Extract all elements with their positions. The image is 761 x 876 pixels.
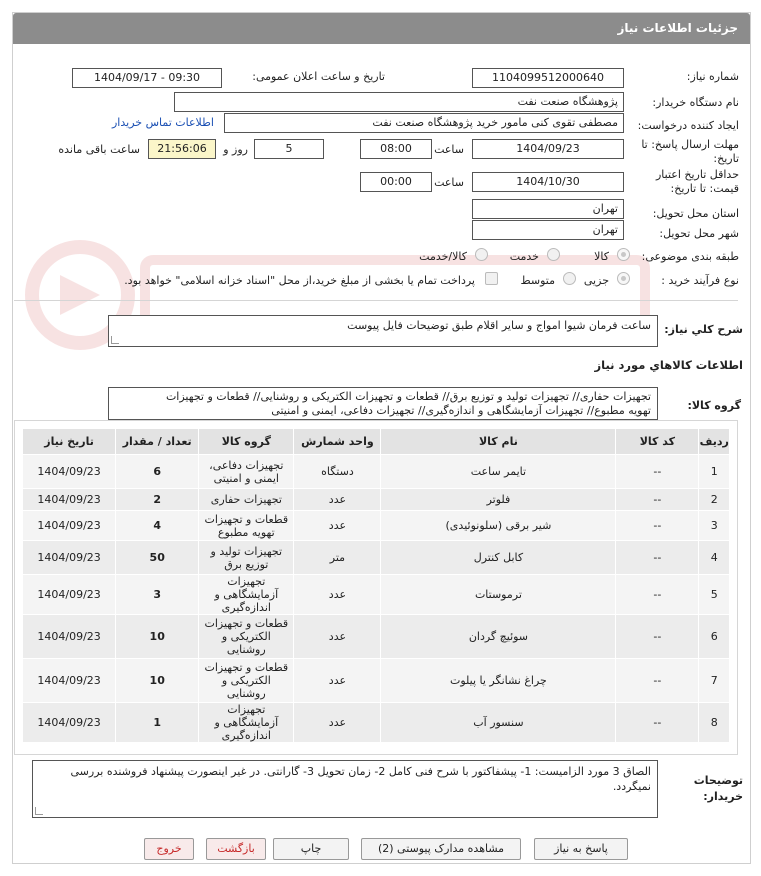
category-option-goods: کالا bbox=[594, 250, 609, 263]
summary-textarea bbox=[108, 315, 658, 347]
cell-qty: 1 bbox=[116, 703, 199, 743]
cell-date: 1404/09/23 bbox=[23, 489, 116, 511]
category-label: طبقه بندی موضوعی: bbox=[641, 250, 739, 263]
goods-group-line1: تجهیزات حفاری// تجهیزات تولید و توزیع برق// قطعات و تجهیزات الکتریکی و روشنایی// قطعات و تجهیزات bbox=[165, 390, 651, 403]
cell-code: -- bbox=[616, 489, 699, 511]
col-index: ردیف bbox=[699, 429, 730, 455]
cell-qty: 6 bbox=[116, 455, 199, 489]
cell-name: ترموستات bbox=[381, 575, 616, 615]
cell-name: کابل کنترل bbox=[381, 541, 616, 575]
cell-qty: 3 bbox=[116, 575, 199, 615]
col-unit: واحد شمارش bbox=[294, 429, 381, 455]
cell-index: 8 bbox=[699, 703, 730, 743]
cell-group: تجهیزات تولید و توزیع برق bbox=[199, 541, 294, 575]
cell-group: تجهیزات دفاعی، ایمنی و امنیتی bbox=[199, 455, 294, 489]
creator-label: ایجاد کننده درخواست: bbox=[637, 119, 739, 132]
reply-button[interactable]: پاسخ به نیاز bbox=[534, 838, 628, 860]
buyer-org-field: پژوهشگاه صنعت نفت bbox=[174, 92, 624, 112]
table-row bbox=[23, 615, 730, 659]
title-bar bbox=[13, 13, 750, 44]
cell-name: سوئیچ گردان bbox=[381, 615, 616, 659]
summary-text: ساعت فرمان شیوا امواج و سایر اقلام طبق توضیحات فایل پیوست bbox=[347, 319, 651, 332]
cell-group: تجهیزات حفاری bbox=[199, 489, 294, 511]
cell-unit: عدد bbox=[294, 615, 381, 659]
cell-code: -- bbox=[616, 575, 699, 615]
cell-code: -- bbox=[616, 511, 699, 541]
cell-group: قطعات و تجهیزات الکتریکی و روشنایی bbox=[199, 615, 294, 659]
validity-label-line2: قیمت: تا تاریخ: bbox=[670, 182, 739, 195]
cell-unit: متر bbox=[294, 541, 381, 575]
cell-unit: عدد bbox=[294, 703, 381, 743]
cell-index: 7 bbox=[699, 659, 730, 703]
city-label: شهر محل تحویل: bbox=[659, 227, 739, 240]
deadline-date-field: 1404/09/23 bbox=[472, 139, 624, 159]
cell-group: قطعات و تجهیزات الکتریکی و روشنایی bbox=[199, 659, 294, 703]
cell-date: 1404/09/23 bbox=[23, 703, 116, 743]
category-radio-goods[interactable] bbox=[617, 248, 630, 261]
cell-code: -- bbox=[616, 659, 699, 703]
treasury-payment-note: پرداخت تمام یا بخشی از مبلغ خرید،از محل "اسناد خزانه اسلامی" خواهد بود. bbox=[124, 274, 475, 287]
cell-index: 2 bbox=[699, 489, 730, 511]
deadline-label-line2: تاریخ: bbox=[713, 152, 739, 165]
cell-unit: عدد bbox=[294, 659, 381, 703]
buyer-notes-textarea bbox=[32, 760, 658, 818]
province-label: استان محل تحویل: bbox=[652, 207, 739, 220]
cell-unit: عدد bbox=[294, 489, 381, 511]
cell-date: 1404/09/23 bbox=[23, 511, 116, 541]
remaining-days-field: 5 bbox=[254, 139, 324, 159]
cell-code: -- bbox=[616, 541, 699, 575]
process-label: نوع فرآیند خرید : bbox=[661, 274, 739, 287]
city-field: تهران bbox=[472, 220, 624, 240]
cell-index: 3 bbox=[699, 511, 730, 541]
cell-name: چراغ نشانگر یا پیلوت bbox=[381, 659, 616, 703]
cell-group: تجهیزات آزمایشگاهی و اندازه‌گیری bbox=[199, 703, 294, 743]
view-attachments-button[interactable]: مشاهده مدارک پیوستی (2) bbox=[361, 838, 521, 860]
resize-grip-icon[interactable] bbox=[111, 336, 119, 344]
cell-group: تجهیزات آزمایشگاهی و اندازه‌گیری bbox=[199, 575, 294, 615]
cell-name: فلوتر bbox=[381, 489, 616, 511]
process-option-medium: متوسط bbox=[520, 274, 555, 287]
summary-label: شرح کلي نياز: bbox=[664, 323, 743, 336]
cell-qty: 4 bbox=[116, 511, 199, 541]
cell-index: 6 bbox=[699, 615, 730, 659]
table-row bbox=[23, 455, 730, 489]
deadline-label-line1: مهلت ارسال پاسخ: تا bbox=[641, 138, 739, 151]
cell-date: 1404/09/23 bbox=[23, 659, 116, 703]
table-row bbox=[23, 511, 730, 541]
category-option-goods-service: کالا/خدمت bbox=[419, 250, 467, 263]
deadline-time-label: ساعت bbox=[434, 143, 464, 156]
cell-code: -- bbox=[616, 703, 699, 743]
table-row bbox=[23, 541, 730, 575]
resize-grip-icon[interactable] bbox=[35, 807, 43, 815]
divider bbox=[14, 300, 738, 301]
validity-label-line1: حداقل تاریخ اعتبار bbox=[655, 168, 739, 181]
announce-datetime-field: 1404/09/17 - 09:30 bbox=[72, 68, 222, 88]
table-row bbox=[23, 575, 730, 615]
col-code: کد کالا bbox=[616, 429, 699, 455]
cell-unit: دستگاه bbox=[294, 455, 381, 489]
cell-qty: 10 bbox=[116, 615, 199, 659]
cell-index: 5 bbox=[699, 575, 730, 615]
cell-name: تایمر ساعت bbox=[381, 455, 616, 489]
category-radio-service[interactable] bbox=[547, 248, 560, 261]
validity-time-field: 00:00 bbox=[360, 172, 432, 192]
table-header-row bbox=[23, 429, 730, 455]
buyer-contact-link[interactable]: اطلاعات تماس خریدار bbox=[112, 116, 214, 129]
goods-group-line2: تهویه مطبوع// تجهیزات آزمایشگاهی و اندازه‌گیری// تجهیزات دفاعی، ایمنی و امنیتی bbox=[271, 404, 651, 417]
buyer-notes-text: الصاق 3 مورد الزامیست: 1- پیشفاکتور با شرح فنی کامل 2- زمان تحویل 3- گارانتی. در غیر اینصورت پیشنهاد فروشنده بررسی نمیگردد. bbox=[70, 765, 651, 793]
days-label: روز و bbox=[223, 143, 248, 156]
items-table bbox=[22, 428, 730, 743]
buyer-org-label: نام دستگاه خریدار: bbox=[652, 96, 739, 109]
table-row bbox=[23, 703, 730, 743]
remaining-time-label: ساعت باقی مانده bbox=[58, 143, 140, 156]
goods-group-textarea bbox=[108, 387, 658, 420]
remaining-time-field: 21:56:06 bbox=[148, 139, 216, 159]
process-radio-minor[interactable] bbox=[617, 272, 630, 285]
province-field: تهران bbox=[472, 199, 624, 219]
col-date: تاریخ نیاز bbox=[23, 429, 116, 455]
page-title: جزئیات اطلاعات نیاز bbox=[617, 21, 738, 35]
back-button[interactable]: بازگشت bbox=[206, 838, 266, 860]
print-button[interactable]: چاپ bbox=[273, 838, 349, 860]
col-group: گروه کالا bbox=[199, 429, 294, 455]
items-table-body bbox=[23, 455, 730, 743]
cell-date: 1404/09/23 bbox=[23, 575, 116, 615]
deadline-time-field: 08:00 bbox=[360, 139, 432, 159]
col-name: نام کالا bbox=[381, 429, 616, 455]
goods-group-label: گروه کالا: bbox=[687, 399, 741, 412]
process-option-minor: جزیی bbox=[583, 274, 609, 287]
announce-datetime-label: تاریخ و ساعت اعلان عمومی: bbox=[252, 70, 385, 83]
creator-field: مصطفی تقوی کنی مامور خرید پژوهشگاه صنعت نفت bbox=[224, 113, 624, 133]
buyer-notes-label-line1: توضیحات bbox=[693, 774, 743, 787]
table-row bbox=[23, 489, 730, 511]
goods-info-title: اطلاعات کالاهاي مورد نياز bbox=[594, 358, 743, 372]
need-number-field: 1104099512000640 bbox=[472, 68, 624, 88]
cell-qty: 10 bbox=[116, 659, 199, 703]
cell-code: -- bbox=[616, 615, 699, 659]
exit-button[interactable]: خروج bbox=[144, 838, 194, 860]
cell-name: سنسور آب bbox=[381, 703, 616, 743]
cell-unit: عدد bbox=[294, 575, 381, 615]
cell-index: 4 bbox=[699, 541, 730, 575]
category-option-service: خدمت bbox=[509, 250, 539, 263]
validity-time-label: ساعت bbox=[434, 176, 464, 189]
cell-date: 1404/09/23 bbox=[23, 615, 116, 659]
need-number-label: شماره نیاز: bbox=[686, 70, 739, 83]
cell-unit: عدد bbox=[294, 511, 381, 541]
category-radio-goods-service[interactable] bbox=[475, 248, 488, 261]
cell-name: شیر برقی (سلونوئیدی) bbox=[381, 511, 616, 541]
cell-code: -- bbox=[616, 455, 699, 489]
cell-date: 1404/09/23 bbox=[23, 455, 116, 489]
process-radio-medium[interactable] bbox=[563, 272, 576, 285]
cell-date: 1404/09/23 bbox=[23, 541, 116, 575]
validity-date-field: 1404/10/30 bbox=[472, 172, 624, 192]
treasury-payment-checkbox[interactable] bbox=[485, 272, 498, 285]
cell-qty: 50 bbox=[116, 541, 199, 575]
table-row bbox=[23, 659, 730, 703]
col-qty: تعداد / مقدار bbox=[116, 429, 199, 455]
buyer-notes-label-line2: خریدار: bbox=[703, 790, 743, 803]
cell-qty: 2 bbox=[116, 489, 199, 511]
cell-index: 1 bbox=[699, 455, 730, 489]
cell-group: قطعات و تجهیزات تهویه مطبوع bbox=[199, 511, 294, 541]
